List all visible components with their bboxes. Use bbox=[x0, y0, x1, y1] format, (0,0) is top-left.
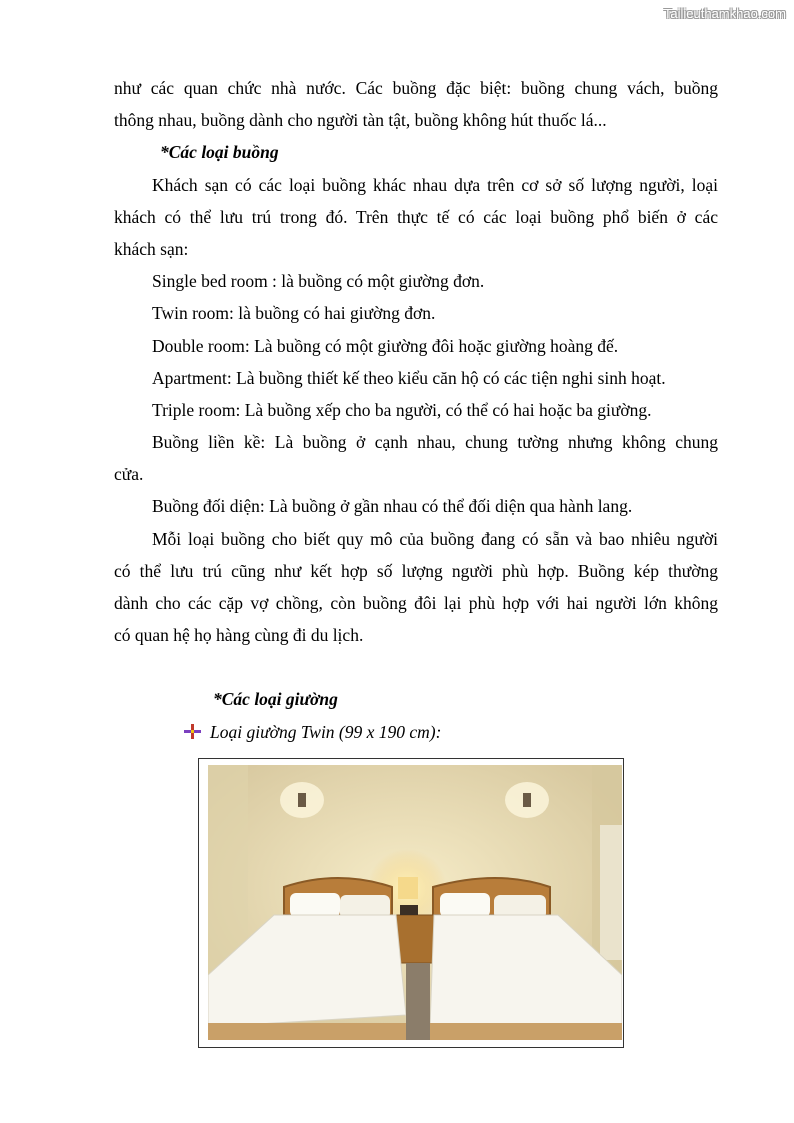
bullet-twin-bed-label: Loại giường Twin (99 x 190 cm): bbox=[210, 721, 442, 742]
table-lamp bbox=[398, 877, 418, 899]
room-type-adjacent: Buồng liền kề: Là buồng ở cạnh nhau, chung tường nhưng không chung bbox=[152, 432, 718, 453]
room-type-twin: Twin room: là buồng có hai giường đơn. bbox=[152, 303, 436, 324]
paragraph-line: Mỗi loại buồng cho biết quy mô của buồng đang có sẵn và bao nhiêu người bbox=[152, 528, 718, 549]
spacer bbox=[114, 651, 718, 683]
wall-panel bbox=[600, 825, 622, 960]
room-type-apartment: Apartment: Là buồng thiết kế theo kiểu căn hộ có các tiện nghi sinh hoạt. bbox=[152, 367, 666, 388]
heading-room-types: *Các loại buồng bbox=[160, 142, 279, 163]
twin-bed-photo-frame bbox=[198, 758, 624, 1048]
room-type-opposite: Buồng đối diện: Là buồng ở gần nhau có thể đối diện qua hành lang. bbox=[152, 496, 633, 517]
paragraph-line: khách có thể lưu trú trong đó. Trên thực tế có các loại buồng phổ biến ở các bbox=[114, 206, 718, 227]
paragraph-line: có thể lưu trú cũng như kết hợp số lượng người phù hợp. Buồng kép thường bbox=[114, 560, 718, 581]
paragraph-line: như các quan chức nhà nước. Các buồng đặc biệt: buồng chung vách, buồng bbox=[114, 78, 718, 98]
paragraph-line: có quan hệ họ hàng cùng đi du lịch. bbox=[114, 625, 364, 646]
nightstand bbox=[396, 915, 434, 963]
site-watermark: Tailieuthamkhao.com bbox=[663, 6, 786, 21]
room-type-triple: Triple room: Là buồng xếp cho ba người, có thể có hai hoặc ba giường. bbox=[152, 399, 652, 420]
pillow bbox=[440, 893, 490, 917]
cross-star-bullet-icon bbox=[184, 723, 202, 741]
pillow bbox=[290, 893, 340, 917]
twin-bed-photo bbox=[208, 765, 622, 1040]
paragraph-line: khách sạn: bbox=[114, 238, 189, 259]
room-type-double: Double room: Là buồng có một giường đôi hoặc giường hoàng đế. bbox=[152, 335, 619, 356]
paragraph-line: Khách sạn có các loại buồng khác nhau dựa trên cơ sở số lượng người, loại bbox=[152, 174, 718, 195]
paragraph-line: dành cho các cặp vợ chồng, còn buồng đôi lại phù hợp với hai người lớn không bbox=[114, 593, 718, 613]
wall-sconce bbox=[298, 793, 306, 807]
heading-bed-types: *Các loại giường bbox=[213, 689, 338, 710]
document-page bbox=[114, 72, 718, 748]
room-type-single: Single bed room : là buồng có một giường đơn. bbox=[152, 271, 485, 292]
bullet-twin-bed bbox=[114, 716, 718, 748]
paragraph-line: thông nhau, buồng dành cho người tàn tật, buồng không hút thuốc lá... bbox=[114, 110, 607, 131]
wall-sconce bbox=[523, 793, 531, 807]
paragraph-line: cửa. bbox=[114, 464, 144, 485]
